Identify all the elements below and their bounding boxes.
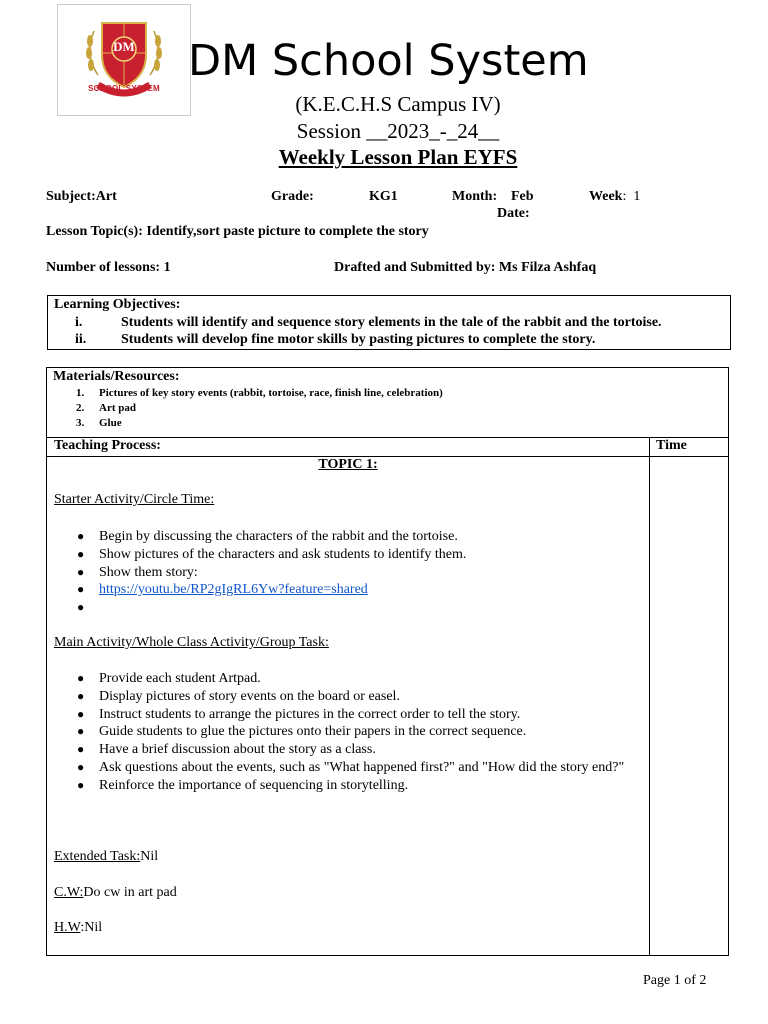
grade-value: KG1 [369, 189, 398, 204]
extended-task-value: Nil [140, 849, 159, 864]
class-work-label: C.W: [54, 885, 84, 900]
drafted-by: Drafted and Submitted by: Ms Filza Ashfaq [334, 260, 597, 275]
story-link[interactable]: https://youtu.be/RP2gIgRL6Yw?feature=shared [99, 582, 368, 598]
bullet-icon: ● [77, 671, 85, 685]
bullet-icon: ● [77, 529, 85, 543]
material-item: Glue [99, 417, 122, 429]
bullet-icon: ● [77, 742, 85, 757]
bullet-icon: ● [77, 706, 85, 721]
list-item: ● Provide each student Artpad. [77, 671, 261, 686]
objectives-heading: Learning Objectives: [54, 297, 181, 312]
list-item [54, 581, 644, 599]
list-item: ● Instruct students to arrange the pictures in the correct order to tell the story. [77, 706, 521, 722]
material-num: 2. [76, 402, 85, 414]
grade-label: Grade: [271, 189, 314, 204]
main-activity-heading: Main Activity/Whole Class Activity/Group Task: [54, 635, 329, 650]
bullet-icon: ● [77, 600, 85, 615]
list-item: ● Show pictures of the characters and ask students to identify them. [77, 546, 467, 562]
time-heading: Time [656, 438, 687, 453]
objective-item: Students will identify and sequence story elements in the tale of the rabbit and the tortoise. [121, 315, 662, 330]
month-value: Feb [511, 189, 534, 204]
bullet-icon: ● [77, 582, 85, 597]
month-label: Month: [452, 189, 498, 204]
subject-label: Subject:Art [46, 189, 117, 204]
lesson-topic: Lesson Topic(s): Identify,sort paste picture to complete the story [46, 224, 429, 239]
session-line: Session __2023_-_24__ [296, 119, 500, 143]
material-num: 3. [76, 417, 85, 429]
material-item: Art pad [99, 402, 136, 414]
starter-heading: Starter Activity/Circle Time: [54, 492, 215, 507]
list-item: ● Begin by discussing the characters of the rabbit and the tortoise. [77, 529, 458, 544]
bullet-icon: ● [77, 564, 85, 579]
main-activity-list [54, 670, 644, 795]
material-num: 1. [76, 387, 85, 399]
list-item [54, 599, 644, 617]
list-item: ● Display pictures of story events on the board or easel. [77, 688, 400, 704]
week-value: 1 [633, 189, 641, 204]
week-field: Week: 1 [589, 189, 641, 204]
campus-name: (K.E.C.H.S Campus IV) [295, 92, 501, 116]
class-work [54, 885, 177, 901]
material-item: Pictures of key story events (rabbit, tortoise, race, finish line, celebration) [99, 387, 443, 399]
school-name: DM School System [188, 36, 589, 86]
materials-heading: Materials/Resources: [53, 369, 180, 384]
list-item: ● Guide students to glue the pictures onto their papers in the correct sequence. [77, 724, 527, 740]
bullet-icon: ● [77, 777, 85, 792]
list-item: ● Show them story: [77, 564, 198, 580]
objectives-box [47, 295, 731, 350]
list-item: ● Reinforce the importance of sequencing in storytelling. [77, 777, 409, 793]
starter-list [54, 528, 644, 617]
plan-title: Weekly Lesson Plan EYFS [278, 145, 518, 169]
date-label: Date: [497, 206, 530, 221]
bullet-icon: ● [77, 546, 85, 561]
logo-letters: DM [113, 39, 135, 54]
page-number: Page 1 of 2 [643, 973, 707, 988]
lesson-table [46, 367, 729, 956]
objective-num: i. [75, 315, 83, 330]
home-work [54, 920, 102, 936]
home-work-label: H.W [54, 920, 81, 935]
topic-heading: TOPIC 1: [318, 457, 378, 472]
extended-task-label: Extended Task: [54, 849, 141, 864]
objective-num: ii. [75, 332, 87, 347]
column-divider [649, 437, 650, 955]
bullet-icon: ● [77, 759, 85, 774]
bullet-icon: ● [77, 688, 85, 703]
list-item: ● Ask questions about the events, such as "What happened first?" and "How did the story end?" [77, 759, 625, 775]
logo-ribbon-text: SCHOOL SYSTEM [88, 84, 160, 93]
extended-task [54, 849, 158, 865]
list-item: ● Have a brief discussion about the story as a class. [77, 742, 376, 758]
home-work-value: :Nil [80, 920, 103, 935]
class-work-value: Do cw in art pad [83, 885, 177, 900]
bullet-icon: ● [77, 724, 85, 739]
week-label: Week [589, 189, 623, 204]
number-of-lessons: Number of lessons: 1 [46, 260, 171, 275]
teaching-heading: Teaching Process: [54, 438, 161, 453]
objective-item: Students will develop fine motor skills by pasting pictures to complete the story. [121, 332, 596, 347]
